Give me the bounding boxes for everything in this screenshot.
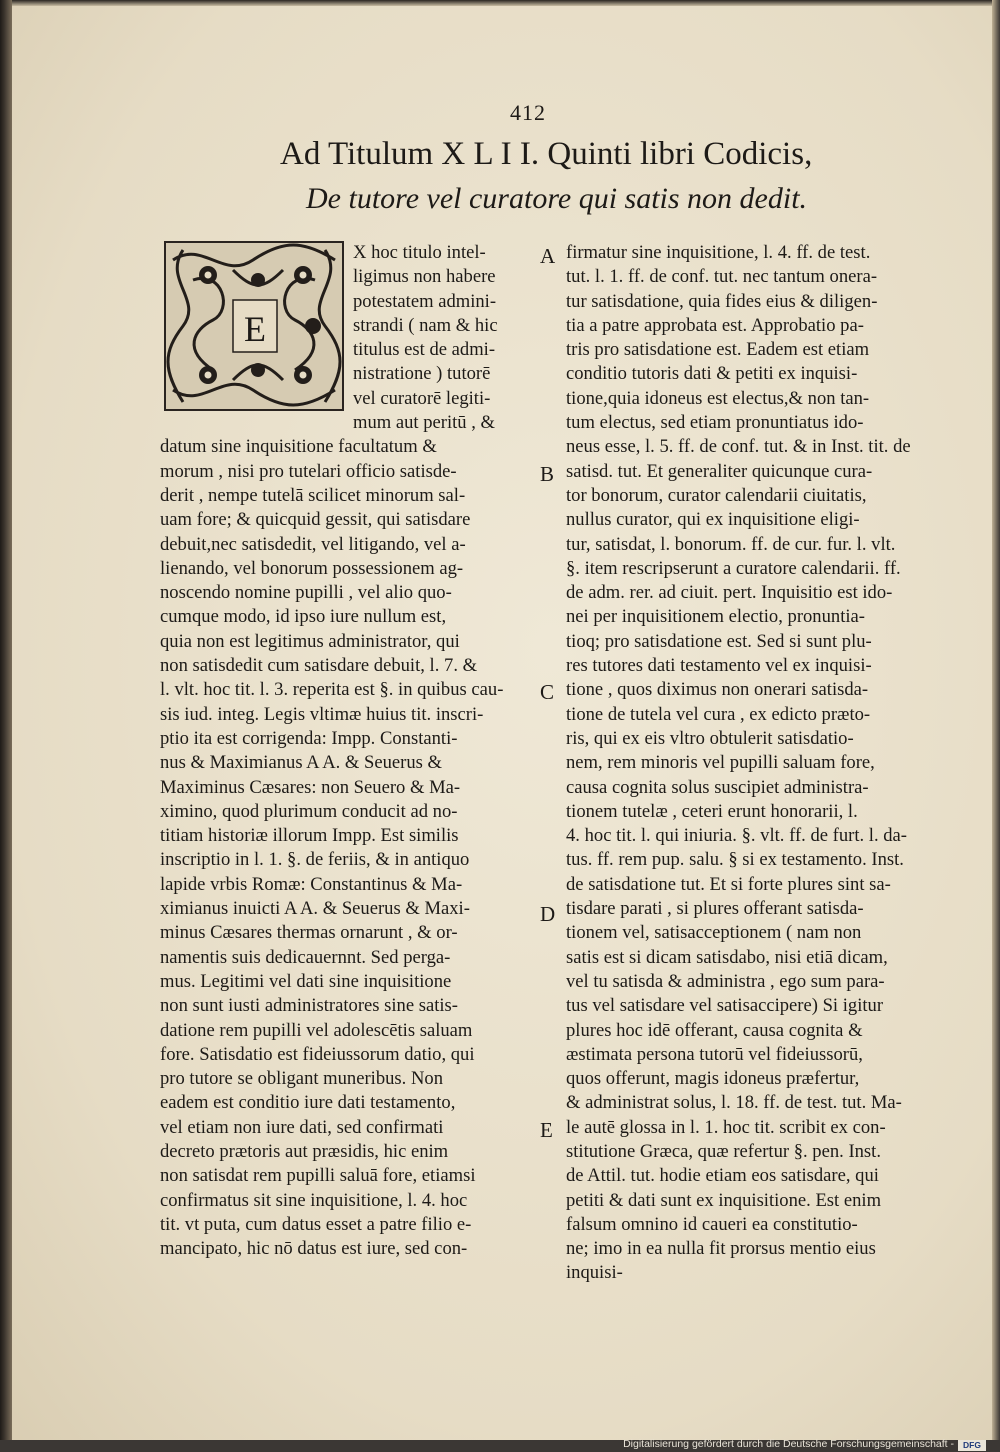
text-line: tus vel satisdare vel satisaccipere) Si igitur (566, 995, 884, 1017)
text-line: l. vlt. hoc tit. l. 3. reperita est §. in quibus cau- (160, 679, 504, 701)
text-line: titiam historiæ illorum Impp. Est similis (160, 825, 459, 847)
text-line: falsum omnino id caueri ea constitutio- (566, 1213, 858, 1235)
margin-letter-b: B (540, 462, 555, 486)
text-line: satis est si dicam satisdabo, nisi etiā dicam, (566, 946, 888, 968)
text-line: datum sine inquisitione facultatum & (160, 436, 437, 458)
text-line: ximianus inuicti A A. & Seuerus & Maxi- (160, 898, 470, 920)
text-line: non satisdat rem pupilli saluā fore, etiamsi (160, 1165, 476, 1187)
text-line: tus. ff. rem pup. salu. § si ex testamento. Inst. (566, 849, 904, 871)
text-line: quia non est legitimus administrator, qui (160, 630, 460, 652)
text-line: causa cognita solus suscipiet administra- (566, 776, 869, 798)
text-line: tia a patre approbata est. Approbatio pa- (566, 314, 864, 336)
text-line: stitutione Græca, quæ refertur §. pen. Inst. (566, 1140, 881, 1162)
text-line: satisd. tut. Et generaliter quicunque cura- (566, 460, 873, 482)
page-title: Ad Titulum X L I I. Quinti libri Codicis, (280, 136, 813, 172)
text-line: plures hoc idē offerant, causa cognita & (566, 1019, 863, 1041)
text-line: nei per inquisitionem electio, pronuntia- (566, 606, 865, 628)
text-line: eadem est conditio iure dati testamento, (160, 1092, 456, 1114)
text-line: nullus curator, qui ex inquisitione eligi- (566, 509, 860, 531)
text-line: ximino, quod plurimum conducit ad no- (160, 800, 458, 822)
text-line: tum electus, sed etiam pronuntiatus ido- (566, 412, 864, 434)
text-line: vel curatorē legiti- (353, 387, 491, 409)
text-line: mancipato, hic nō datus est iure, sed con- (160, 1238, 468, 1260)
text-line: uam fore; & quicquid gessit, qui satisdare (160, 509, 471, 531)
margin-letter-e: E (540, 1118, 553, 1142)
text-line: non sunt iusti administratores sine satis- (160, 995, 458, 1017)
text-line: æstimata persona tutorū vel fideiussorū, (566, 1043, 863, 1065)
text-line: derit , nempe tutelā scilicet minorum sal- (160, 484, 466, 506)
initial-letter: E (244, 309, 266, 349)
text-line: le autē glossa in l. 1. hoc tit. scribit ex con- (566, 1116, 886, 1138)
text-line: & administrat solus, l. 18. ff. de test. tut. Ma- (566, 1092, 902, 1114)
text-line: tioq; pro satisdatione est. Sed si sunt plu- (566, 630, 872, 652)
page-number: 412 (510, 100, 546, 125)
text-line: cumque modo, id ipso iure nullum est, (160, 606, 447, 628)
left-text-column (160, 241, 530, 1261)
text-line: de Attil. tut. hodie etiam eos satisdare, qui (566, 1165, 879, 1187)
text-line: datione rem pupilli vel adolescētis saluam (160, 1019, 473, 1041)
text-line: ptio ita est corrigenda: Impp. Constanti- (160, 727, 458, 749)
text-line: tionem tutelæ , ceteri erunt honorarii, l. (566, 800, 858, 822)
text-line: inscriptio in l. 1. §. de feriis, & in antiquo (160, 849, 470, 871)
text-line: res tutores dati testamento vel ex inquisi- (566, 655, 872, 677)
text-line: tione de tutela vel cura , ex edicto præto- (566, 703, 871, 725)
text-line: tione , quos diximus non onerari satisda- (566, 679, 869, 701)
right-text-column (566, 241, 931, 1286)
text-line: non satisdedit cum satisdare debuit, l. 7. & (160, 655, 478, 677)
text-line: neus esse, l. 5. ff. de conf. tut. & in Inst. tit. de (566, 436, 911, 458)
text-line: tris pro satisdatione est. Eadem est etiam (566, 339, 870, 361)
text-line: de satisdatione tut. Et si forte plures sint sa- (566, 873, 891, 895)
text-line: quos offerunt, magis idoneus præfertur, (566, 1068, 860, 1090)
page-top-shadow (0, 0, 1000, 6)
text-line: titulus est de admi- (353, 339, 496, 361)
text-line: petiti & dati sunt ex inquisitione. Est enim (566, 1189, 882, 1211)
text-line: strandi ( nam & hic (353, 314, 498, 336)
text-line: tut. l. 1. ff. de conf. tut. nec tantum onera- (566, 266, 878, 288)
text-line: tur satisdatione, quia fides eius & diligen- (566, 290, 878, 312)
text-line: 4. hoc tit. l. qui iniuria. §. vlt. ff. de furt. l. da- (566, 825, 907, 847)
text-line: sis iud. integ. Legis vltimæ huius tit. inscri- (160, 703, 484, 725)
page-binding-shadow (0, 0, 12, 1440)
footer-credit: Digitalisierung gefördert durch die Deutsche Forschungsgemeinschaft - (623, 1438, 954, 1450)
text-line: firmatur sine inquisitione, l. 4. ff. de test. (566, 242, 871, 263)
text-line: inquisi- (566, 1262, 623, 1284)
text-line: pro tutore se obligant muneribus. Non (160, 1068, 443, 1090)
text-line: mus. Legitimi vel dati sine inquisitione (160, 970, 452, 992)
margin-letter-a: A (540, 244, 556, 268)
text-line: ne; imo in ea nulla fit prorsus mentio eius (566, 1238, 876, 1260)
text-line: tur, satisdat, l. bonorum. ff. de cur. fur. l. vlt. (566, 533, 896, 555)
text-line: vel tu satisda & administra , ego sum para- (566, 970, 885, 992)
text-line: tor bonorum, curator calendarii ciuitatis, (566, 484, 867, 506)
text-line: debuit,nec satisdedit, vel litigando, vel a- (160, 533, 466, 555)
text-line: decreto prætoris aut præsidis, hic enim (160, 1140, 449, 1162)
text-line: de adm. rer. ad ciuit. pert. Inquisitio est ido- (566, 582, 893, 604)
text-line: tionem vel, satisacceptionem ( nam non (566, 922, 862, 944)
text-line: noscendo nomine pupilli , vel alio quo- (160, 582, 452, 604)
text-line: §. item rescripserunt a curatore calendarii. ff. (566, 557, 901, 579)
text-line: potestatem admini- (353, 290, 497, 312)
text-line: confirmatus sit sine inquisitione, l. 4. hoc (160, 1189, 468, 1211)
text-line: nistratione ) tutorē (353, 363, 491, 385)
text-line: ris, qui ex eis vltro obtulerit satisdatio- (566, 727, 854, 749)
text-line: Maximinus Cæsares: non Seuero & Ma- (160, 776, 461, 798)
margin-letter-d: D (540, 902, 556, 926)
text-line: morum , nisi pro tutelari officio satisde- (160, 460, 457, 482)
text-line: vel etiam non iure dati, sed confirmati (160, 1116, 444, 1138)
text-line: lapide vrbis Romæ: Constantinus & Ma- (160, 873, 463, 895)
page-right-edge (992, 0, 1000, 1440)
margin-letter-c: C (540, 680, 555, 704)
text-line: mum aut peritū , & (353, 412, 496, 434)
text-line: conditio tutoris dati & petiti ex inquisi- (566, 363, 858, 385)
text-line: tisdare parati , si plures offerant satisda- (566, 898, 864, 920)
text-line: fore. Satisdatio est fideiussorum datio, qui (160, 1043, 475, 1065)
dfg-logo-icon: DFG (958, 1440, 986, 1451)
page-subtitle: De tutore vel curatore qui satis non dedit. (306, 182, 808, 215)
text-line: nem, rem minoris vel pupilli saluam fore, (566, 752, 875, 774)
text-line: X hoc titulo intel- (353, 242, 486, 263)
text-line: nus & Maximianus A A. & Seuerus & (160, 752, 443, 774)
text-line: tit. vt puta, cum datus esset a patre filio e- (160, 1213, 472, 1235)
text-line: minus Cæsares thermas ornarunt , & or- (160, 922, 458, 944)
text-line: namentis suis dedicauernnt. Sed perga- (160, 946, 451, 968)
text-line: ligimus non habere (353, 266, 496, 288)
text-line: lienando, vel bonorum possessionem ag- (160, 557, 464, 579)
text-line: tione,quia idoneus est electus,& non tan- (566, 387, 870, 409)
